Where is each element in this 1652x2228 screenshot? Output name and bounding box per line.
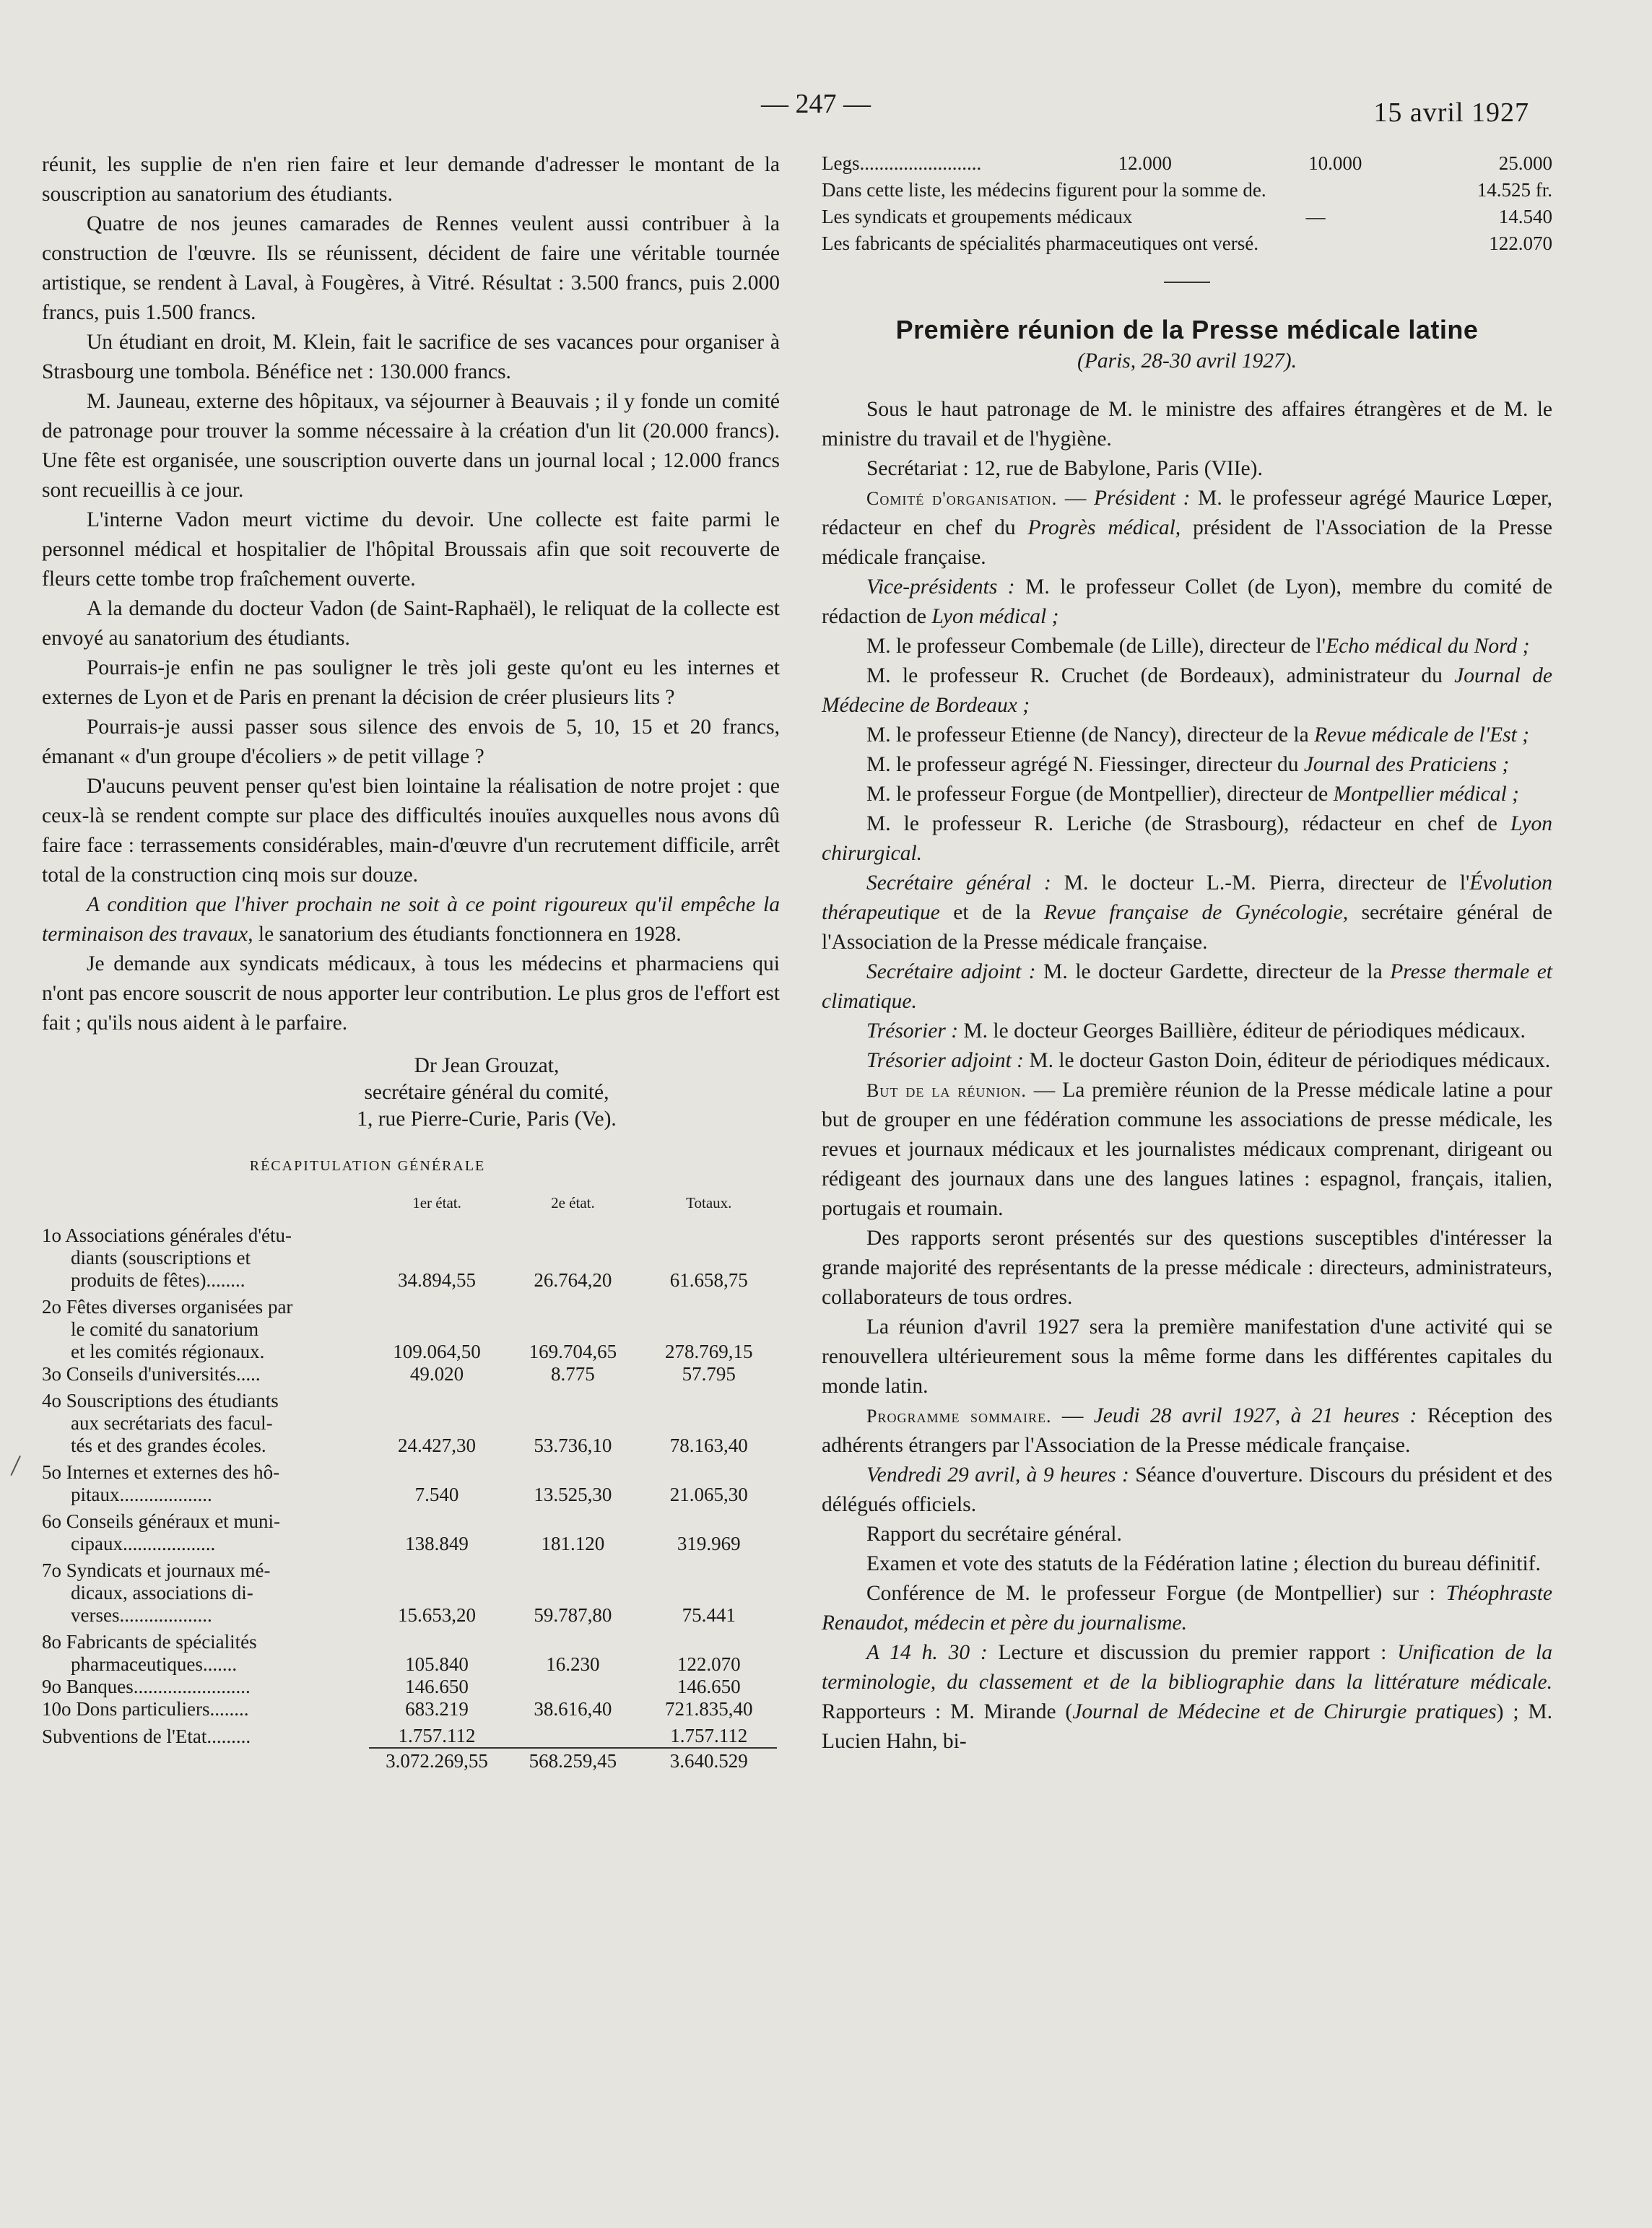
cell-v1: 138.849 bbox=[405, 1533, 469, 1554]
cell-v2: 59.787,80 bbox=[534, 1604, 612, 1626]
total-v1: 3.072.269,55 bbox=[369, 1748, 505, 1772]
cell-v2 bbox=[505, 1676, 640, 1698]
row-label: 3o Conseils d'universités..... bbox=[42, 1363, 261, 1385]
totals-row bbox=[42, 1748, 777, 1772]
recap-title: RÉCAPITULATION GÉNÉRALE bbox=[249, 1158, 486, 1174]
separator-rule bbox=[1164, 282, 1210, 283]
paragraph: Trésorier adjoint : M. le docteur Gaston Doin, éditeur de périodiques médicaux. bbox=[866, 1049, 1551, 1072]
column-header: 1er état. bbox=[412, 1194, 461, 1211]
cell-v1: 1.757.112 bbox=[398, 1725, 476, 1746]
paragraph: Quatre de nos jeunes camarades de Rennes veulent aussi contribuer à la construction de l'œuvre. Ils se réunissent, décident de faire une véritable tournée artistique, se rendent à Laval, à Fougères, à Vitré. Résultat : 3.500 francs, puis 2.000 francs, puis 1.500 francs. bbox=[42, 212, 780, 324]
signature-address: 1, rue Pierre-Curie, Paris (Ve). bbox=[357, 1108, 617, 1131]
legs-label: Legs......................... bbox=[822, 152, 982, 174]
paragraph: Trésorier : M. le docteur Georges Baillière, éditeur de périodiques médicaux. bbox=[866, 1019, 1526, 1043]
cell-v2: 26.764,20 bbox=[534, 1269, 612, 1291]
paragraph: Des rapports seront présentés sur des questions susceptibles d'intéresser la grande majorité des représentants de la presse médicale : directeurs, administrateurs, collaborateurs de tous ordres. bbox=[822, 1227, 1552, 1309]
cell-v2: 38.616,40 bbox=[534, 1698, 612, 1720]
note-text: Les syndicats et groupements médicaux bbox=[822, 206, 1133, 227]
cell-total: 78.163,40 bbox=[669, 1435, 748, 1456]
paragraph: A la demande du docteur Vadon (de Saint-Raphaël), le reliquat de la collecte est envoyé au sanatorium des étudiants. bbox=[42, 597, 780, 650]
note-text: Dans cette liste, les médecins figurent pour la somme de. bbox=[822, 179, 1266, 201]
paragraph: M. le professeur Combemale (de Lille), directeur de l'Echo médical du Nord ; bbox=[866, 635, 1530, 658]
issue-date: 15 avril 1927 bbox=[1373, 97, 1529, 128]
paragraph: M. Jauneau, externe des hôpitaux, va séjourner à Beauvais ; il y fonde un comité de patronage pour trouver la somme nécessaire à la création d'un lit (20.000 francs). Une fête est organisée, une souscription ouverte dans un journal local ; 12.000 francs sont recueillis à ce jour. bbox=[42, 390, 780, 502]
row-label: 10o Dons particuliers........ bbox=[42, 1698, 249, 1720]
row-label: 4o Souscriptions des étudiants aux secrétariats des facul- tés et des grandes écoles. bbox=[42, 1390, 279, 1456]
cell-v1: 109.064,50 bbox=[393, 1341, 481, 1362]
note-text: Les fabricants de spécialités pharmaceutiques ont versé. bbox=[822, 232, 1259, 254]
table-row bbox=[42, 1224, 777, 1292]
paragraph: M. le professeur Forgue (de Montpellier), directeur de Montpellier médical ; bbox=[866, 783, 1519, 806]
cell-v2: 16.230 bbox=[546, 1653, 600, 1675]
table-row bbox=[42, 1296, 777, 1363]
paragraph: La réunion d'avril 1927 sera la première manifestation d'une activité qui se renouvellera ultérieurement sous la même forme dans les différentes capitales du monde latin. bbox=[822, 1315, 1552, 1398]
cell-total: 57.795 bbox=[682, 1363, 736, 1385]
table-row bbox=[42, 1510, 777, 1555]
cell-total: 21.065,30 bbox=[669, 1484, 748, 1505]
paragraph: Programme sommaire. — Jeudi 28 avril 1927, à 21 heures : Réception des adhérents étrangers par l'Association de la Presse médicale française. bbox=[822, 1404, 1553, 1457]
legs-value: 25.000 bbox=[1498, 152, 1552, 174]
note-value: 14.540 bbox=[1498, 206, 1552, 227]
article-subtitle: (Paris, 28-30 avril 1927). bbox=[1077, 349, 1297, 373]
article-title: Première réunion de la Presse médicale latine bbox=[895, 315, 1479, 344]
cell-v2: 13.525,30 bbox=[534, 1484, 612, 1505]
cell-total: 1.757.112 bbox=[670, 1725, 748, 1746]
page-number: — 247 — bbox=[761, 89, 871, 119]
text: le sanatorium des étudiants fonctionnera en 1928. bbox=[253, 923, 682, 946]
left-column bbox=[42, 150, 780, 1772]
total-v2: 568.259,45 bbox=[505, 1748, 640, 1772]
paragraph: Un étudiant en droit, M. Klein, fait le sacrifice de ses vacances pour organiser à Strasbourg une tombola. Bénéfice net : 130.000 francs. bbox=[42, 331, 780, 383]
paragraph: L'interne Vadon meurt victime du devoir. Une collecte est faite parmi le personnel médical et hospitalier de l'hôpital Broussais afin que soit recouverte de fleurs cette tombe trop fraîchement ouverte. bbox=[42, 508, 780, 591]
grand-total: 3.640.529 bbox=[641, 1748, 777, 1772]
row-label: 6o Conseils généraux et muni- cipaux................... bbox=[42, 1510, 280, 1554]
cell-v1: 15.653,20 bbox=[398, 1604, 477, 1626]
table-row bbox=[42, 1559, 777, 1627]
cell-v1: 24.427,30 bbox=[398, 1435, 477, 1456]
paragraph: D'aucuns peuvent penser qu'est bien lointaine la réalisation de notre projet : que ceux-là se rendent compte sur place des difficultés inouïes auxquelles nous avons dû faire face : terrassements considérables, main-d'œuvre d'un recrutement difficile, arrêt total de la construction cinq mois sur douze. bbox=[42, 775, 780, 887]
row-label: Subventions de l'Etat......... bbox=[42, 1726, 251, 1747]
row-label: 9o Banques........................ bbox=[42, 1676, 251, 1697]
note-value: 14.525 fr. bbox=[1477, 179, 1552, 201]
table-row bbox=[42, 1363, 777, 1385]
cell-v1: 105.840 bbox=[405, 1653, 469, 1675]
table-header-row bbox=[42, 1191, 777, 1224]
signature-block bbox=[42, 1053, 780, 1133]
recap-table bbox=[42, 1191, 777, 1772]
paragraph: Secrétariat : 12, rue de Babylone, Paris (VIIe). bbox=[866, 457, 1263, 480]
paragraph: Sous le haut patronage de M. le ministre des affaires étrangères et de M. le ministre du travail et de l'hygiène. bbox=[822, 398, 1552, 451]
note-dash: — bbox=[1305, 206, 1326, 227]
cell-total: 319.969 bbox=[677, 1533, 741, 1554]
paragraph: Secrétaire adjoint : M. le docteur Gardette, directeur de la Presse thermale et climatique. bbox=[822, 960, 1553, 1013]
row-label: 2o Fêtes diverses organisées par le comité du sanatorium et les comités régionaux. bbox=[42, 1296, 293, 1362]
cell-v1: 7.540 bbox=[414, 1484, 459, 1505]
paragraph: Vendredi 29 avril, à 9 heures : Séance d'ouverture. Discours du président et des délégués officiels. bbox=[822, 1463, 1552, 1516]
cell-v1: 683.219 bbox=[405, 1698, 469, 1720]
italic-text: A condition que l'hiver prochain ne soit à ce point rigoureux qu'il empêche la terminaison des travaux, bbox=[42, 893, 780, 946]
legs-value: 12.000 bbox=[1118, 152, 1172, 174]
paragraph: Je demande aux syndicats médicaux, à tous les médecins et pharmaciens qui n'ont pas encore souscrit de nous apporter leur contribution. Le plus gros de l'effort est fait ; qu'ils nous aident à le parfaire. bbox=[42, 952, 780, 1035]
paragraph: réunit, les supplie de n'en rien faire et leur demande d'adresser le montant de la souscription au sanatorium des étudiants. bbox=[42, 153, 780, 206]
paragraph: M. le professeur R. Leriche (de Strasbourg), rédacteur en chef de Lyon chirurgical. bbox=[822, 812, 1552, 865]
right-column bbox=[822, 150, 1552, 1757]
cell-v1: 34.894,55 bbox=[398, 1269, 477, 1291]
cell-total: 122.070 bbox=[677, 1653, 741, 1675]
paragraph: Examen et vote des statuts de la Fédération latine ; élection du bureau définitif. bbox=[866, 1552, 1541, 1575]
row-label: 8o Fabricants de spécialités pharmaceutiques....... bbox=[42, 1631, 257, 1675]
paragraph: Rapport du secrétaire général. bbox=[866, 1523, 1122, 1546]
paragraph: Pourrais-je aussi passer sous silence des envois de 5, 10, 15 et 20 francs, émanant « d'un groupe d'écoliers » de petit village ? bbox=[42, 715, 780, 768]
row-label: 7o Syndicats et journaux mé- dicaux, associations di- verses................... bbox=[42, 1559, 271, 1626]
table-row bbox=[42, 1698, 777, 1720]
column-header: Totaux. bbox=[686, 1194, 732, 1211]
signature-role: secrétaire général du comité, bbox=[364, 1081, 609, 1104]
legs-value: 10.000 bbox=[1308, 152, 1362, 174]
paragraph: But de la réunion. — La première réunion de la Presse médicale latine a pour but de grouper en une fédération commune les associations de presse médicale, les revues et journaux médicaux et les journalistes médicaux comprenant, dirigeant ou rédigeant des journaux dans une des langues latines : espagnol, français, italien, portugais et roumain. bbox=[822, 1079, 1552, 1220]
cell-total: 61.658,75 bbox=[669, 1269, 748, 1291]
row-label: 5o Internes et externes des hô- pitaux................... bbox=[42, 1461, 280, 1505]
row-label: 1o Associations générales d'étu- diants (souscriptions et produits de fêtes)........ bbox=[42, 1224, 292, 1291]
paragraph: M. le professeur agrégé N. Fiessinger, directeur du Journal des Praticiens ; bbox=[866, 753, 1510, 776]
note-row bbox=[822, 204, 1552, 230]
legs-block bbox=[822, 150, 1552, 257]
cell-v1: 146.650 bbox=[405, 1676, 469, 1697]
paragraph: Conférence de M. le professeur Forgue (de Montpellier) sur : Théophraste Renaudot, médecin et père du journalisme. bbox=[822, 1582, 1552, 1635]
paragraph bbox=[42, 890, 780, 949]
paragraph: Secrétaire général : M. le docteur L.-M. Pierra, directeur de l'Évolution thérapeutique et de la Revue française de Gynécologie, secrétaire général de l'Association de la Presse médicale française. bbox=[822, 871, 1552, 954]
cell-v2: 181.120 bbox=[541, 1533, 605, 1554]
cell-total: 75.441 bbox=[682, 1604, 736, 1626]
legs-row bbox=[822, 150, 1552, 177]
cell-v2: 53.736,10 bbox=[534, 1435, 612, 1456]
note-value: 122.070 bbox=[1489, 232, 1552, 254]
cell-total: 721.835,40 bbox=[665, 1698, 753, 1720]
paragraph: M. le professeur Etienne (de Nancy), directeur de la Revue médicale de l'Est ; bbox=[866, 723, 1529, 747]
note-row bbox=[822, 177, 1552, 204]
signature-name: Dr Jean Grouzat, bbox=[414, 1054, 560, 1077]
cell-v1: 49.020 bbox=[409, 1363, 464, 1385]
cell-total: 146.650 bbox=[677, 1676, 741, 1697]
cell-v2: 169.704,65 bbox=[529, 1341, 617, 1362]
margin-mark bbox=[10, 1455, 30, 1480]
table-row bbox=[42, 1461, 777, 1506]
cell-v2: 8.775 bbox=[551, 1363, 595, 1385]
cell-v2 bbox=[505, 1725, 640, 1748]
paragraph: A 14 h. 30 : Lecture et discussion du premier rapport : Unification de la terminologie, du classement et de la bibliographie dans la littérature médicale. Rapporteurs : M. Mirande (Journal de Médecine et de Chirurgie pratiques) ; M. Lucien Hahn, bi- bbox=[822, 1641, 1552, 1753]
cell-total: 278.769,15 bbox=[665, 1341, 753, 1362]
paragraph: Vice-présidents : M. le professeur Collet (de Lyon), membre du comité de rédaction de Lyon médical ; bbox=[822, 575, 1552, 628]
note-row bbox=[822, 230, 1552, 257]
paragraph: Pourrais-je enfin ne pas souligner le très joli geste qu'ont eu les internes et externes de Lyon et de Paris en prenant la décision de créer plusieurs lits ? bbox=[42, 656, 780, 709]
table-row bbox=[42, 1725, 777, 1748]
paragraph: Comité d'organisation. — Président : M. le professeur agrégé Maurice Lœper, rédacteur en chef du Progrès médical, président de l'Association de la Presse médicale française. bbox=[822, 487, 1552, 569]
table-row bbox=[42, 1631, 777, 1676]
column-header: 2e état. bbox=[551, 1194, 595, 1211]
table-row bbox=[42, 1390, 777, 1457]
table-row bbox=[42, 1676, 777, 1698]
paragraph: M. le professeur R. Cruchet (de Bordeaux), administrateur du Journal de Médecine de Bordeaux ; bbox=[822, 664, 1552, 717]
